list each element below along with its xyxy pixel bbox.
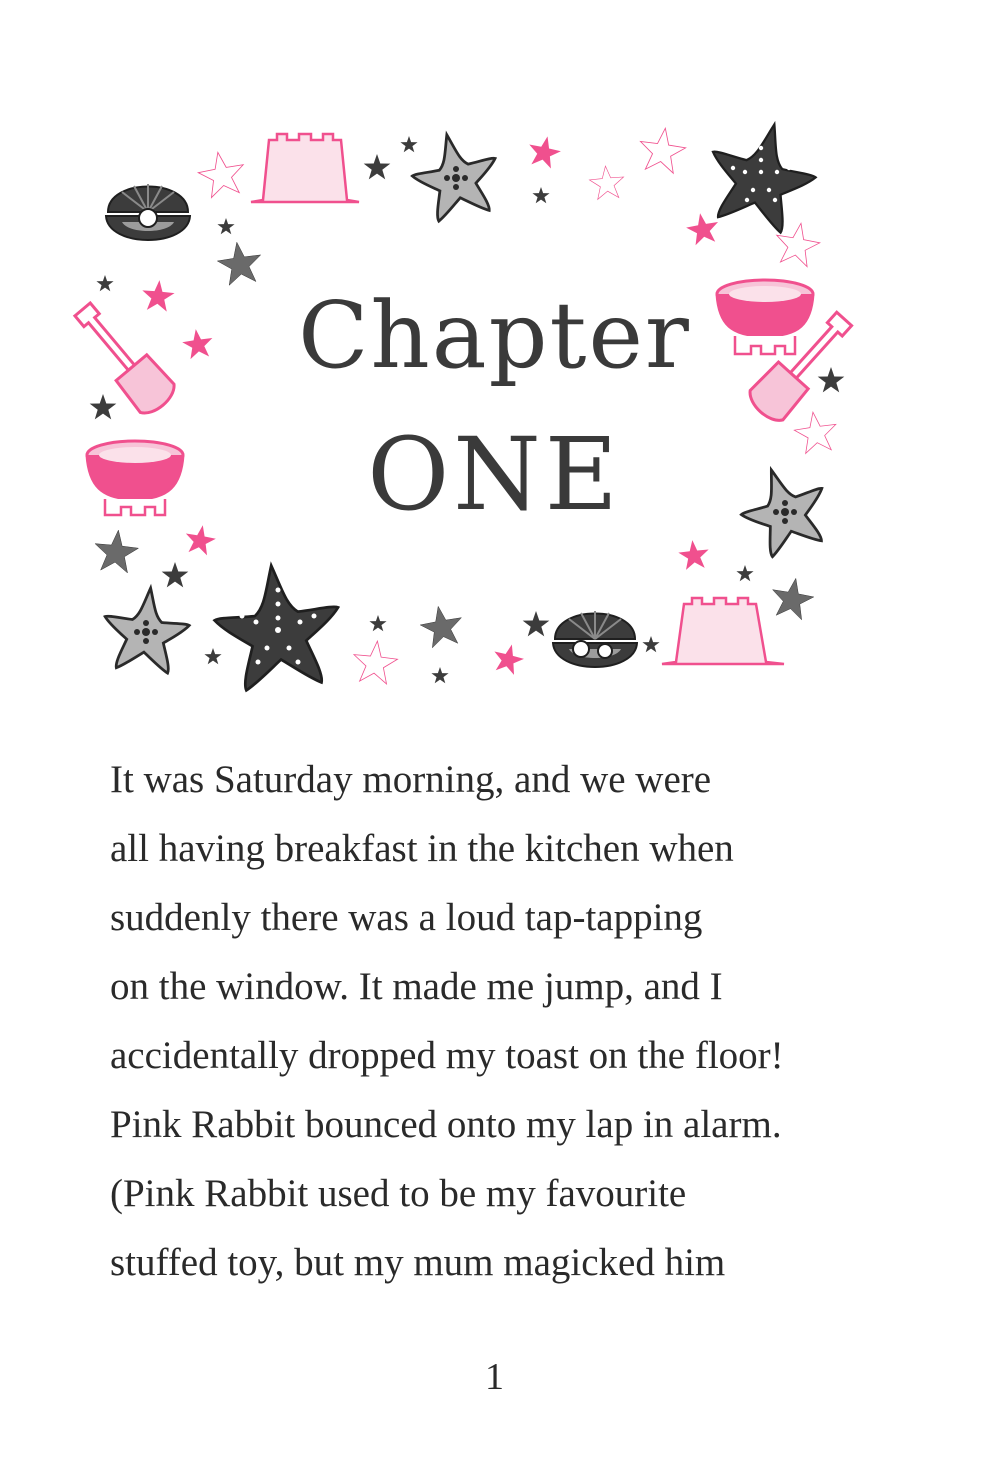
starfish-icon: [698, 112, 826, 238]
text-line: (Pink Rabbit used to be my favourite: [110, 1172, 687, 1215]
text-line: on the window. It made me jump, and I: [110, 965, 723, 1008]
star-icon: [96, 275, 113, 291]
starfish-icon: [209, 559, 345, 693]
star-icon: [215, 239, 264, 286]
seashell-icon: [106, 184, 190, 240]
seashell-icon: [553, 611, 637, 667]
star-icon: [523, 611, 550, 636]
star-icon: [677, 538, 710, 570]
chapter-label: Chapter: [298, 282, 691, 389]
star-icon: [588, 165, 625, 200]
star-icon: [642, 636, 659, 652]
star-icon: [525, 133, 563, 170]
star-icon: [351, 639, 399, 685]
sandcastle-icon: [662, 598, 784, 664]
star-icon: [532, 187, 549, 203]
star-icon: [162, 562, 189, 587]
page-number: 1: [485, 1356, 504, 1398]
star-icon: [195, 148, 247, 199]
star-icon: [369, 615, 386, 631]
text-line: Pink Rabbit bounced onto my lap in alarm.: [110, 1103, 782, 1146]
star-icon: [684, 210, 721, 246]
star-icon: [92, 528, 140, 574]
star-icon: [217, 218, 234, 234]
star-icon: [736, 565, 753, 581]
star-icon: [364, 154, 391, 179]
star-icon: [90, 394, 117, 419]
chapter-number: ONE: [367, 416, 622, 533]
body-text: [110, 750, 890, 1302]
text-line: all having breakfast in the kitchen when: [110, 827, 734, 870]
sandcastle-icon: [251, 134, 359, 202]
star-icon: [204, 648, 221, 664]
star-icon: [768, 575, 816, 621]
text-line: suddenly there was a loud tap-tapping: [110, 896, 703, 939]
star-icon: [637, 125, 688, 174]
text-line: stuffed toy, but my mum magicked him: [110, 1241, 726, 1284]
text-line: It was Saturday morning, and we were: [110, 758, 712, 801]
star-icon: [490, 641, 527, 676]
text-line: accidentally dropped my toast on the floor!: [110, 1034, 784, 1077]
star-icon: [400, 136, 417, 152]
star-icon: [183, 523, 218, 557]
star-icon: [431, 667, 448, 683]
star-icon: [418, 603, 466, 649]
